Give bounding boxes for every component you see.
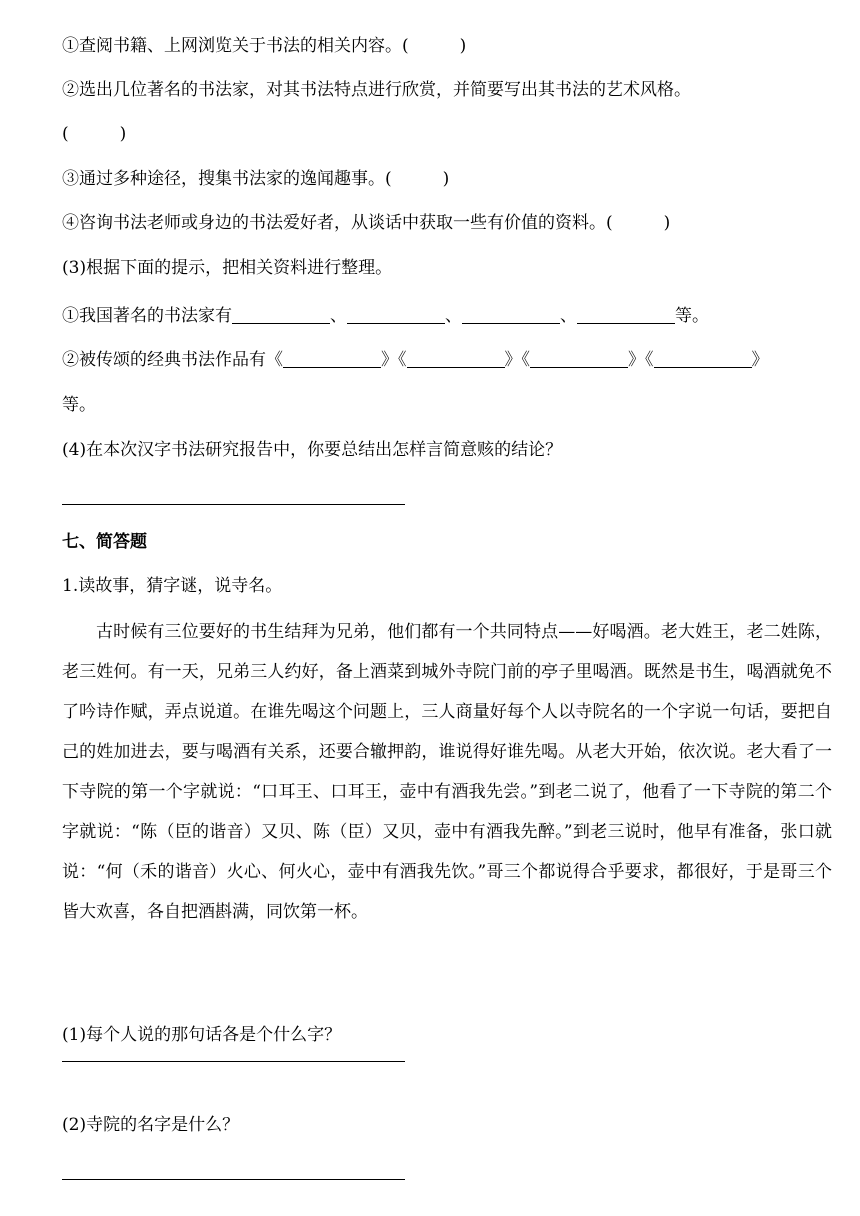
separator: 、 xyxy=(445,306,462,326)
item-1: ①查阅书籍、上网浏览关于书法的相关内容。( ) xyxy=(62,36,467,56)
story-paragraph: 古时候有三位要好的书生结拜为兄弟，他们都有一个共同特点——好喝酒。老大姓王，老二姓陈，老三姓何。有一天，兄弟三人约好，备上酒菜到城外寺院门前的亭子里喝酒。既然是书生，喝酒就免不了吟诗作赋，弄点说道。在谁先喝这个问题上，三人商量好每个人以寺院名的一个字说一句话，要把自己的姓加进去，要与喝酒有关系，还要合辙押韵，谁说得好谁先喝。从老大开始，依次说。老大看了一下寺院的第一个字就说：“口耳王、口耳王，壶中有酒我先尝。”到老二说了，他看了一下寺院的第二个字就说：“陈（臣的谐音）又贝、陈（臣）又贝，壶中有酒我先醉。”到老三说时，他早有准备，张口就说：“何（禾的谐音）火心、何火心，壶中有酒我先饮。”哥三个都说得合乎要求，都很好，于是哥三个皆大欢喜，各自把酒斟满，同饮第一杯。 xyxy=(62,622,832,922)
item-2: ②选出几位著名的书法家，对其书法特点进行欣赏，并简要写出其书法的艺术风格。 xyxy=(62,80,691,100)
close-quote: 》 xyxy=(628,350,645,370)
close-quote: 》 xyxy=(504,350,522,370)
works-line xyxy=(62,348,832,372)
answer-blank[interactable] xyxy=(462,305,560,324)
separator: 、 xyxy=(560,306,577,326)
answer-line[interactable] xyxy=(62,1061,405,1062)
works-suffix: 等。 xyxy=(62,395,96,415)
answer-blank[interactable] xyxy=(577,305,675,324)
open-quote: 《 xyxy=(398,350,407,370)
open-quote: 《 xyxy=(521,350,530,370)
close-quote: 》 xyxy=(751,350,769,370)
answer-blank[interactable] xyxy=(407,349,505,368)
item-4: ④咨询书法老师或身边的书法爱好者，从谈话中获取一些有价值的资料。( ) xyxy=(62,213,671,233)
answer-line[interactable] xyxy=(62,1179,405,1180)
open-quote: 《 xyxy=(266,350,283,370)
answer-blank[interactable] xyxy=(530,349,628,368)
open-quote: 《 xyxy=(645,350,654,370)
works-prefix: ②被传颂的经典书法作品有 xyxy=(62,350,266,370)
item-2-bracket: ( ) xyxy=(62,124,127,144)
separator: 、 xyxy=(330,306,347,326)
calligraphers-suffix: 等。 xyxy=(675,306,709,326)
close-quote: 》 xyxy=(381,350,398,370)
answer-blank[interactable] xyxy=(654,349,752,368)
question-4: (4)在本次汉字书法研究报告中，你要总结出怎样言简意赅的结论？ xyxy=(62,440,563,460)
question-3: (3)根据下面的提示，把相关资料进行整理。 xyxy=(62,258,393,278)
sub-question-2: (2)寺院的名字是什么？ xyxy=(62,1115,240,1135)
item-3: ③通过多种途径，搜集书法家的逸闻趣事。( ) xyxy=(62,169,450,189)
answer-blank[interactable] xyxy=(283,349,381,368)
section-heading: 七、简答题 xyxy=(62,532,147,552)
calligraphers-prefix: ①我国著名的书法家有 xyxy=(62,306,232,326)
answer-blank[interactable] xyxy=(347,305,445,324)
answer-blank[interactable] xyxy=(232,305,330,324)
question-1: 1.读故事，猜字谜，说寺名。 xyxy=(62,576,283,596)
answer-line[interactable] xyxy=(62,504,405,505)
calligraphers-line xyxy=(62,304,832,328)
sub-question-1: (1)每个人说的那句话各是个什么字？ xyxy=(62,1025,342,1045)
